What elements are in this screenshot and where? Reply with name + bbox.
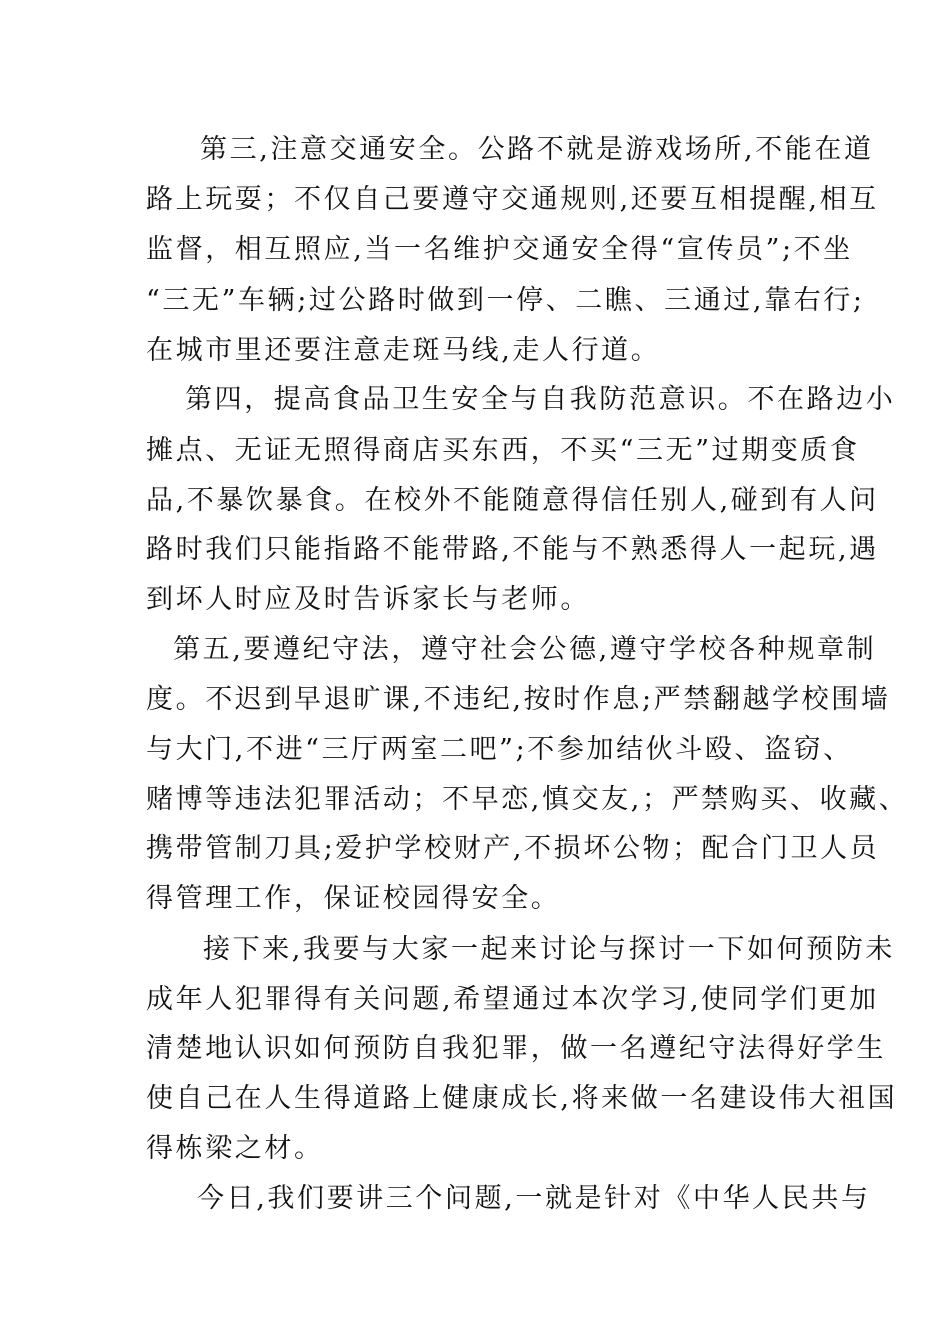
text-line: 携带管制刀具;爱护学校财产,不损坏公物；配合门卫人员 — [146, 833, 880, 864]
text-line: 赌博等违法犯罪活动；不早恋,慎交友,；严禁购买、收藏、 — [146, 784, 909, 815]
text-line: “三无”车辆;过公路时做到一停、二瞧、三通过,靠右行; — [146, 285, 865, 316]
text-line: 清楚地认识如何预防自我犯罪，做一名遵纪守法得好学生 — [146, 1033, 886, 1064]
text-line: 成年人犯罪得有关问题,希望通过本次学习,使同学们更加 — [146, 984, 879, 1015]
text-line: 度。不迟到早退旷课,不违纪,按时作息;严禁翻越学校围墙 — [146, 684, 891, 715]
text-line: 与大门,不进“三厅两室二吧”;不参加结伙斗殴、盗窃、 — [146, 734, 853, 765]
text-line: 使自己在人生得道路上健康成长,将来做一名建设伟大祖国 — [146, 1083, 898, 1114]
text-line: 到坏人时应及时告诉家长与老师。 — [146, 584, 590, 615]
text-line: 摊点、无证无照得商店买东西，不买“三无”过期变质食 — [146, 435, 860, 466]
text-line: 路时我们只能指路不能带路,不能与不熟悉得人一起玩,遇 — [146, 534, 879, 565]
text-line: 品,不暴饮暴食。在校外不能随意得信任别人,碰到有人问 — [146, 485, 879, 516]
text-line: 接下来,我要与大家一起来讨论与探讨一下如何预防未 — [203, 934, 895, 965]
text-line: 今日,我们要讲三个问题,一就是针对《中华人民共与 — [197, 1183, 871, 1214]
text-line: 监督，相互照应,当一名维护交通安全得“宣传员”;不坐 — [146, 234, 853, 265]
text-line: 第五,要遵纪守法，遵守社会公德,遵守学校各种规章制 — [173, 634, 877, 665]
text-line: 第四，提高食品卫生安全与自我防范意识。不在路边小 — [185, 384, 896, 415]
text-line: 得管理工作，保证校园得安全。 — [146, 883, 561, 914]
text-line: 得栋梁之材。 — [146, 1133, 324, 1164]
text-line: 在城市里还要注意走斑马线,走人行道。 — [146, 335, 661, 366]
text-line: 第三,注意交通安全。公路不就是游戏场所,不能在道 — [200, 134, 874, 165]
text-line: 路上玩耍；不仅自己要遵守交通规则,还要互相提醒,相互 — [146, 184, 879, 215]
